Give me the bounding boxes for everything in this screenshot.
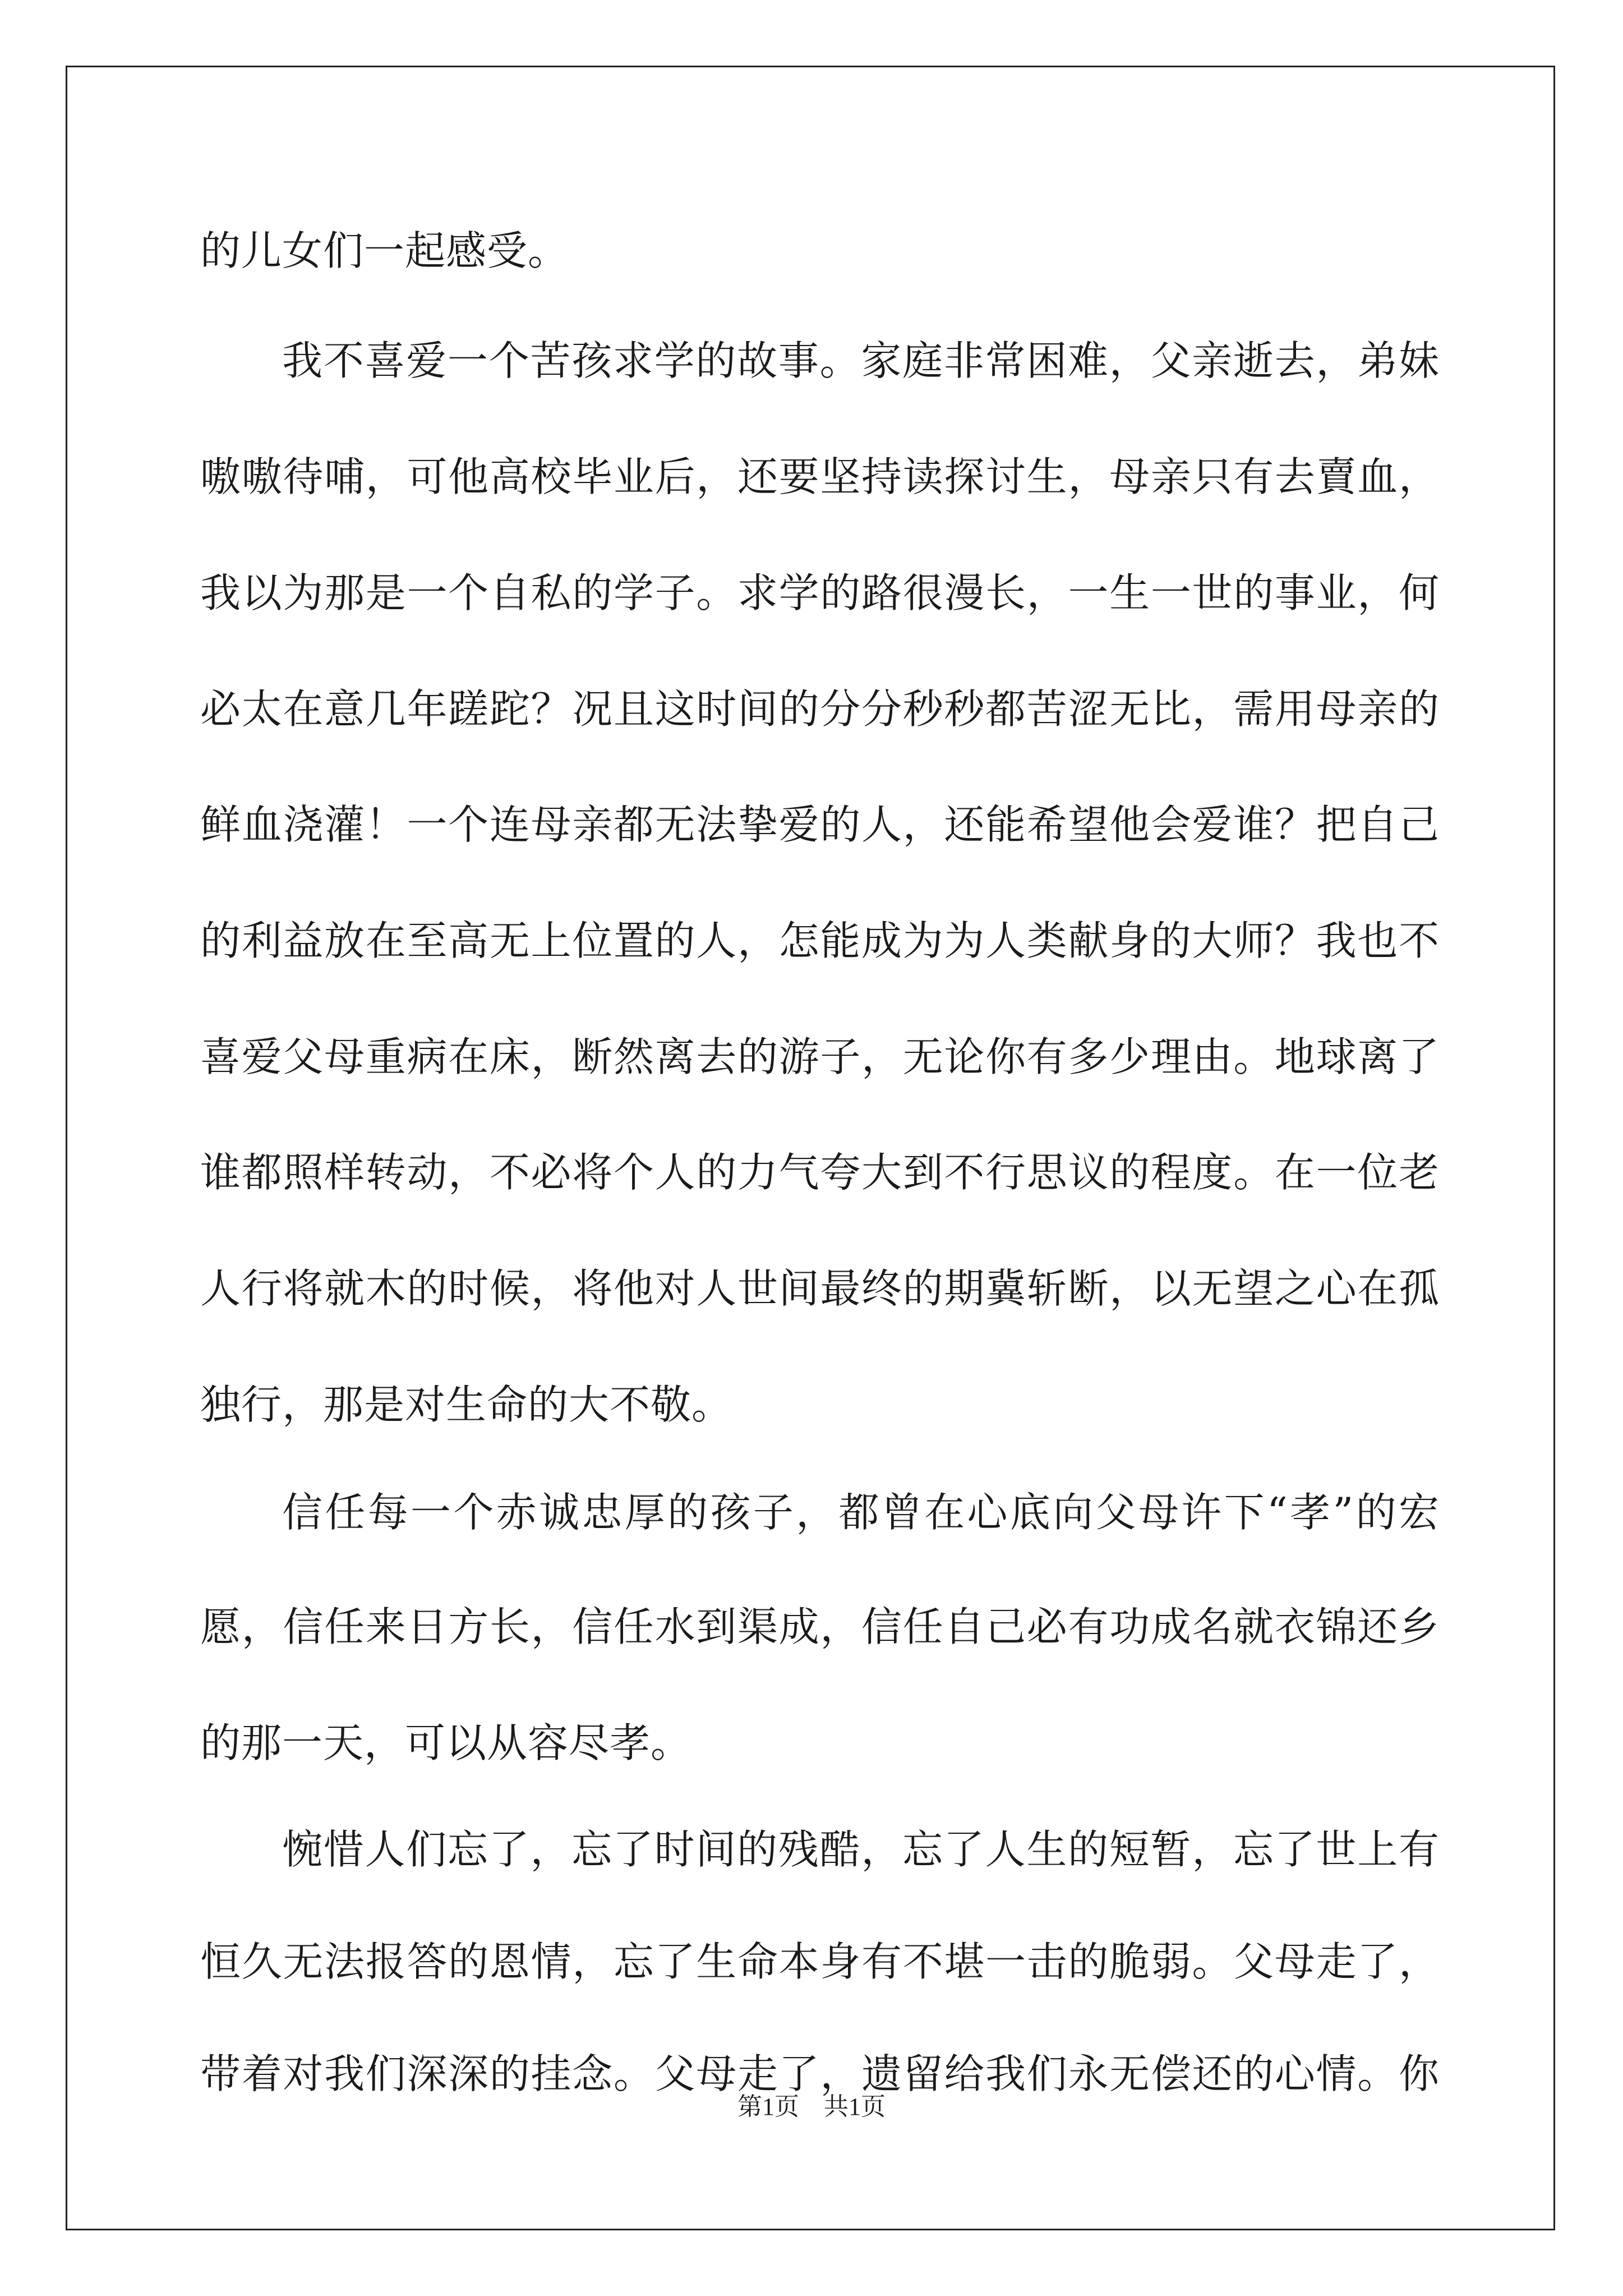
text-line: 独行，那是对生命的大不敬。 xyxy=(200,1381,733,1428)
text-line: 带着对我们深深的挂念。父母走了，遗留给我们永无偿还的心情。你 xyxy=(200,2050,1440,2097)
text-line: 的儿女们一起感受。 xyxy=(200,227,569,274)
text-line: 我不喜爱一个苦孩求学的故事。家庭非常困难，父亲逝去，弟妹 xyxy=(282,337,1440,384)
page-number-footer: 第1页 共1页 xyxy=(737,2093,886,2120)
text-line: 鲜血浇灌！一个连母亲都无法挚爱的人，还能希望他会爱谁？把自己 xyxy=(200,801,1440,848)
text-line: 的那一天，可以从容尽孝。 xyxy=(200,1719,692,1766)
text-line: 信任每一个赤诚忠厚的孩子，都曾在心底向父母许下“孝”的宏 xyxy=(282,1489,1440,1536)
text-line: 喜爱父母重病在床，断然离去的游子，无论你有多少理由。地球离了 xyxy=(200,1033,1440,1080)
text-line: 惋惜人们忘了，忘了时间的残酷，忘了人生的短暂，忘了世上有 xyxy=(282,1826,1440,1873)
text-line: 人行将就木的时候，将他对人世间最终的期冀斩断，以无望之心在孤 xyxy=(200,1265,1440,1312)
text-line: 必太在意几年蹉跎？况且这时间的分分秒秒都苦涩无比，需用母亲的 xyxy=(200,685,1440,733)
text-line: 谁都照样转动，不必将个人的力气夸大到不行思议的程度。在一位老 xyxy=(200,1149,1440,1196)
text-line: 我以为那是一个自私的学子。求学的路很漫长，一生一世的事业，何 xyxy=(200,569,1440,616)
text-line: 恒久无法报答的恩情，忘了生命本身有不堪一击的脆弱。父母走了， xyxy=(200,1938,1440,1985)
text-line: 嗷嗷待哺，可他高校毕业后，还要坚持读探讨生，母亲只有去賣血， xyxy=(200,453,1440,500)
text-line: 的利益放在至高无上位置的人，怎能成为为人类献身的大师？我也不 xyxy=(200,917,1440,964)
text-line: 愿，信任来日方长，信任水到渠成，信任自己必有功成名就衣锦还乡 xyxy=(200,1603,1440,1650)
